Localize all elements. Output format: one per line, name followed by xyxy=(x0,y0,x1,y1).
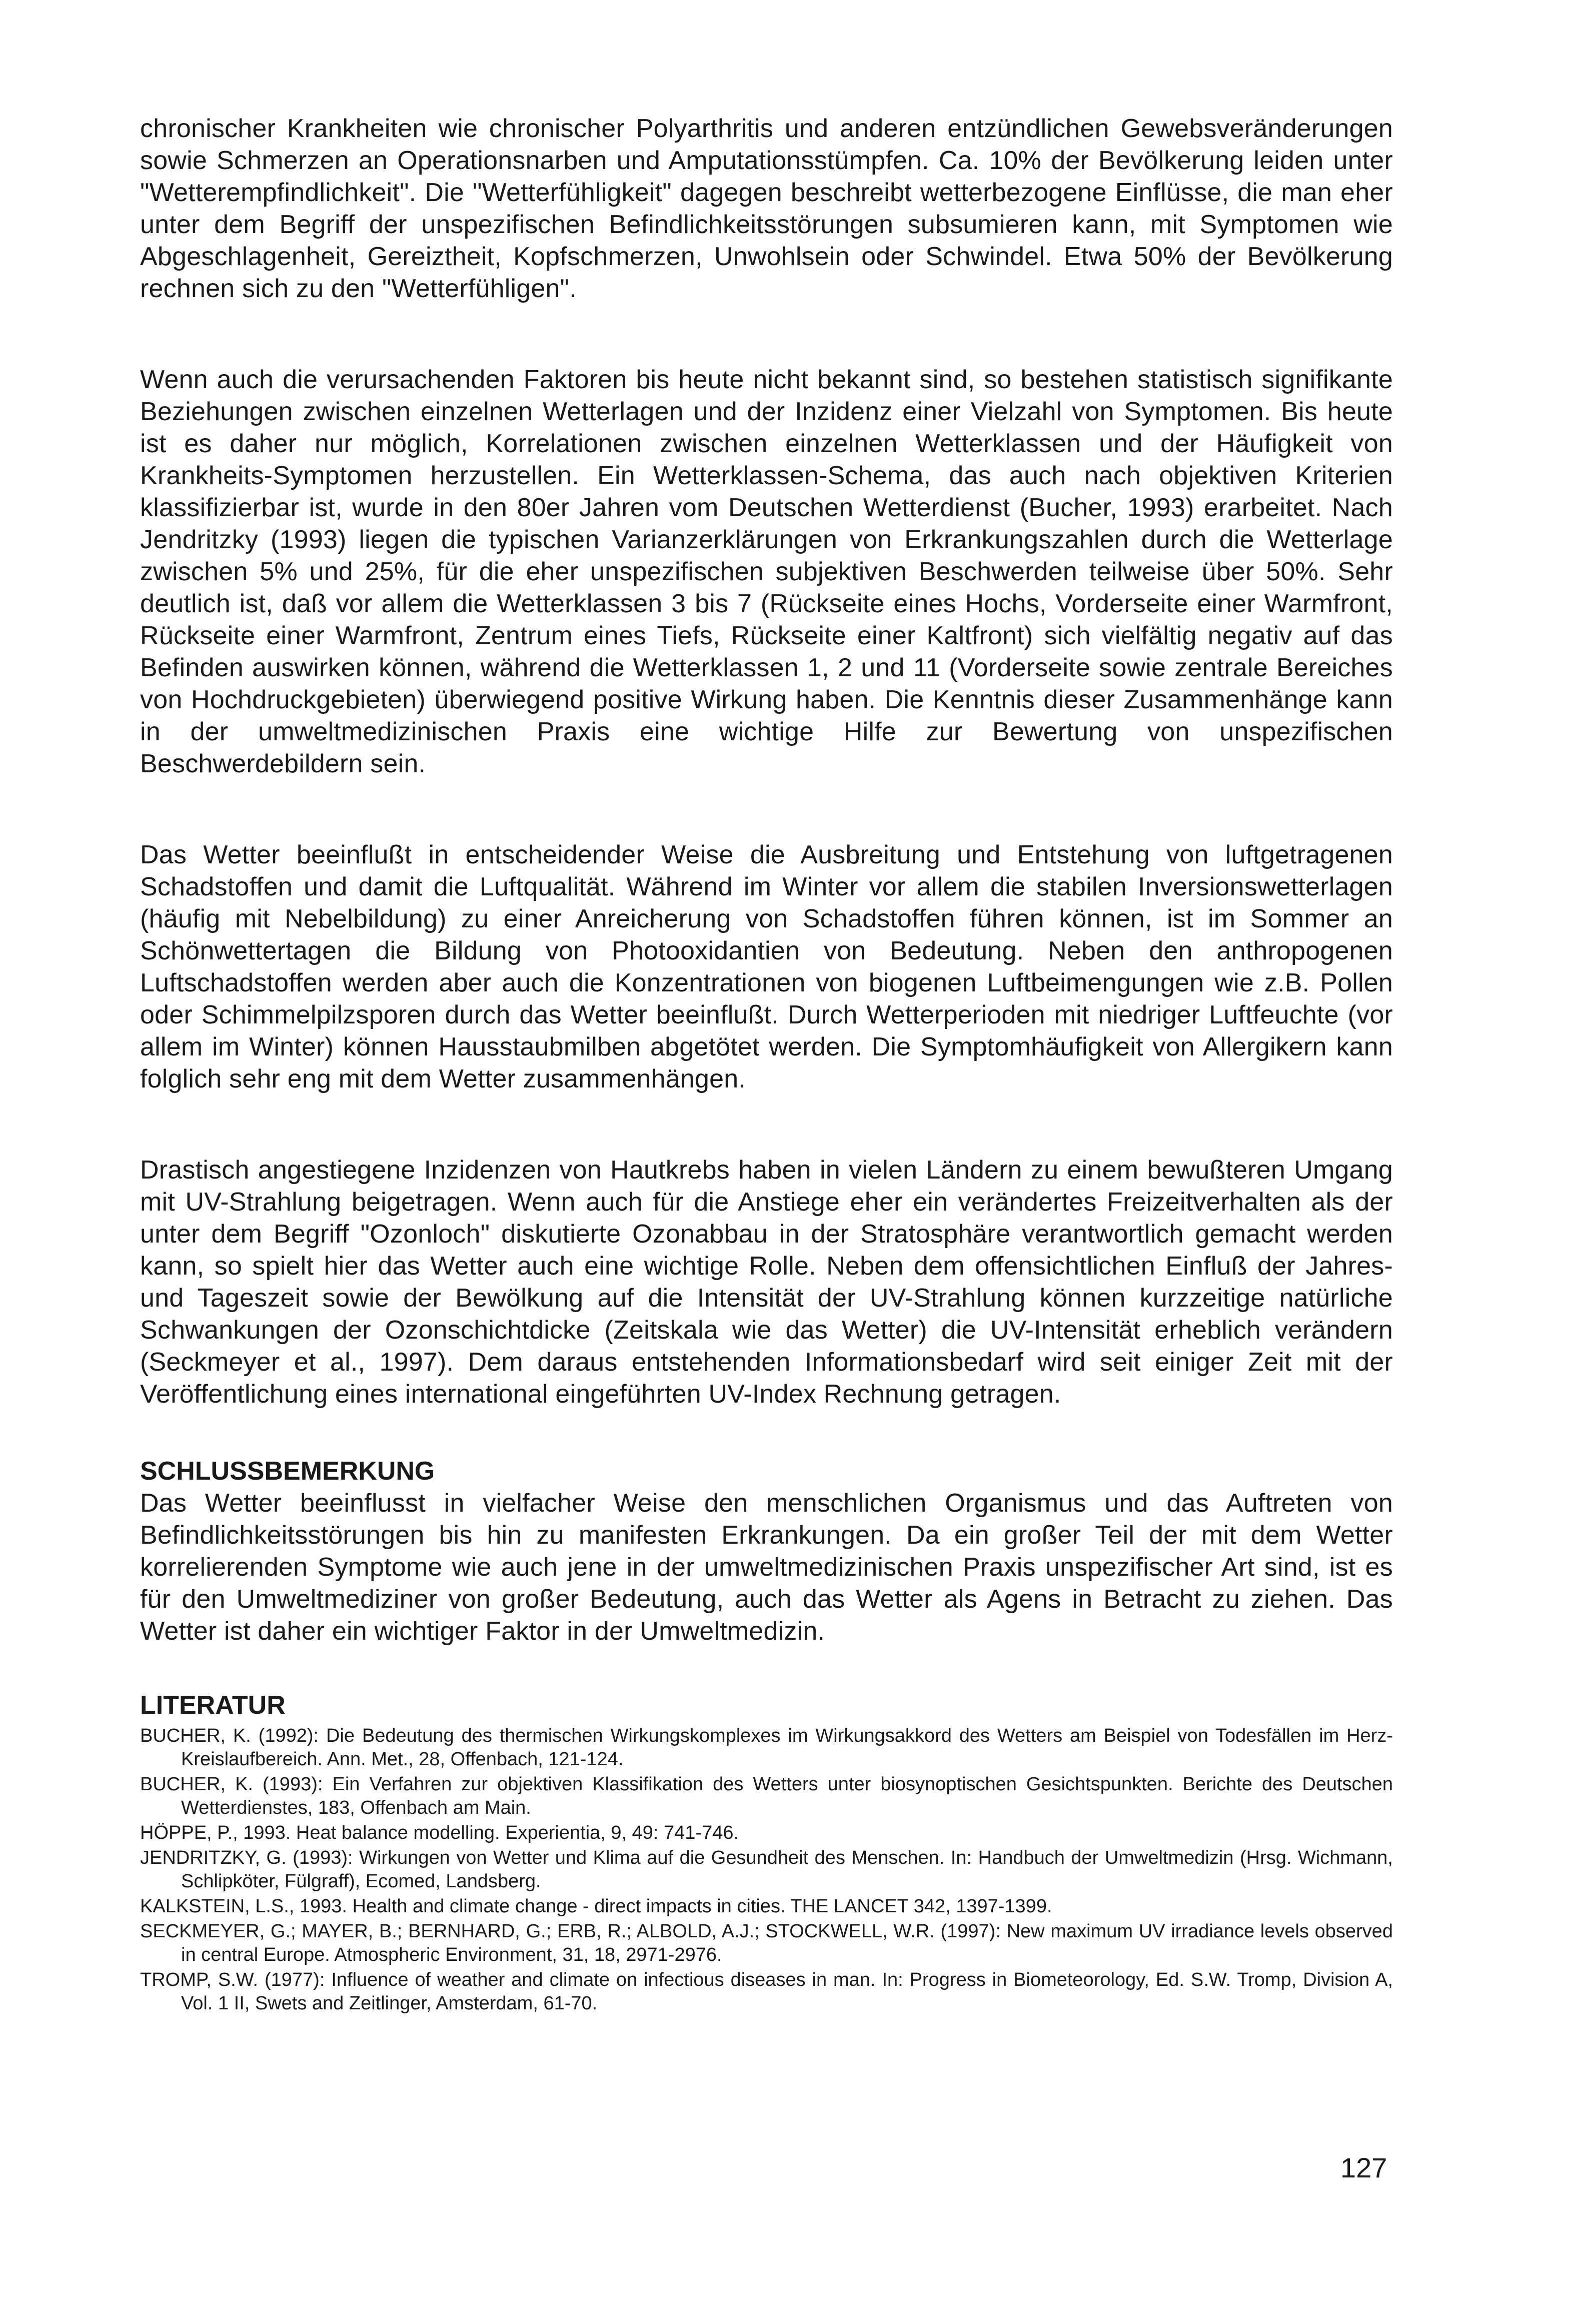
reference-item: TROMP, S.W. (1977): Influence of weather and climate on infectious diseases in man. In: Progress in Biometeorology, Ed. S.W. Tromp, Division A, Vol. 1 II, Swets and Zeitlinger, Amsterdam, 61-70. xyxy=(140,1969,1393,2014)
reference-item: SECKMEYER, G.; MAYER, B.; BERNHARD, G.; ERB, R.; ALBOLD, A.J.; STOCKWELL, W.R. (1997): New maximum UV irradiance levels observed in central Europe. Atmospheric Environment, 31, 18, 2971-2976. xyxy=(140,1921,1393,1965)
reference-list xyxy=(140,1724,1393,2015)
reference-item: BUCHER, K. (1992): Die Bedeutung des thermischen Wirkungskomplexes im Wirkungsakkord des Wetters am Beispiel von Todesfällen im Herz-Kreislaufbereich. Ann. Met., 28, Offenbach, 121-124. xyxy=(140,1725,1393,1770)
page-content xyxy=(140,113,1393,2017)
body-paragraph: Drastisch angestiegene Inzidenzen von Hautkrebs haben in vielen Ländern zu einem bewußteren Umgang mit UV-Strahlung beigetragen. Wenn auch für die Anstiege eher ein verändertes Freizeitverhalten als der unter dem Begriff "Ozonloch" diskutierte Ozonabbau in der Stratosphäre verantwortlich gemacht werden kann, so spielt hier das Wetter auch eine wichtige Rolle. Neben dem offensichtlichen Einfluß der Jahres- und Tageszeit sowie der Bewölkung auf die Intensität der UV-Strahlung können kurzzeitige natürliche Schwankungen der Ozonschichtdicke (Zeitskala wie das Wetter) die UV-Intensität erheblich verändern (Seckmeyer et al., 1997). Dem daraus entstehenden Informationsbedarf wird seit einiger Zeit mit der Veröffentlichung eines international eingeführten UV-Index Rechnung getragen. xyxy=(140,1156,1393,1409)
literature-section xyxy=(140,1689,1393,2015)
reference-item: KALKSTEIN, L.S., 1993. Health and climate change - direct impacts in cities. THE LANCET 342, 1397-1399. xyxy=(140,1896,1052,1917)
reference-item: HÖPPE, P., 1993. Heat balance modelling. Experientia, 9, 49: 741-746. xyxy=(140,1822,739,1843)
body-paragraph: Wenn auch die verursachenden Faktoren bis heute nicht bekannt sind, so bestehen statistisch signifikante Beziehungen zwischen einzelnen Wetterlagen und der Inzidenz einer Vielzahl von Symptomen. Bis heute ist es daher nur möglich, Korrelationen zwischen einzelnen Wetterklassen und der Häufigkeit von Krankheits-Symptomen herzustellen. Ein Wetterklassen-Schema, das auch nach objektiven Kriterien klassifizierbar ist, wurde in den 80er Jahren vom Deutschen Wetterdienst (Bucher, 1993) erarbeitet. Nach Jendritzky (1993) liegen die typischen Varianzerklärungen von Erkrankungszahlen durch die Wetterlage zwischen 5% und 25%, für die eher unspezifischen subjektiven Beschwerden teilweise über 50%. Sehr deutlich ist, daß vor allem die Wetterklassen 3 bis 7 (Rückseite eines Hochs, Vorderseite einer Warmfront, Rückseite einer Warmfront, Zentrum eines Tiefs, Rückseite einer Kaltfront) sich vielfältig negativ auf das Befinden auswirken können, während die Wetterklassen 1, 2 und 11 (Vorderseite sowie zentrale Bereiches von Hochdruckgebieten) überwiegend positive Wirkung haben. Die Kenntnis dieser Zusammenhänge kann in der umweltmedizinischen Praxis eine wichtige Hilfe zur Bewertung von unspezifischen Beschwerdebildern sein. xyxy=(140,365,1393,778)
page-number: 127 xyxy=(1340,2152,1387,2183)
reference-item: JENDRITZKY, G. (1993): Wirkungen von Wetter und Klima auf die Gesundheit des Menschen. In: Handbuch der Umweltmedizin (Hrsg. Wichmann, Schlipköter, Fülgraff), Ecomed, Landsberg. xyxy=(140,1847,1393,1892)
body-paragraph: chronischer Krankheiten wie chronischer Polyarthritis und anderen entzündlichen Gewebsveränderungen sowie Schmerzen an Operationsnarben und Amputationsstümpfen. Ca. 10% der Bevölkerung leiden unter "Wetterempfindlichkeit". Die "Wetterfühligkeit" dagegen beschreibt wetterbezogene Einflüsse, die man eher unter dem Begriff der unspezifischen Befindlichkeitsstörungen subsumieren kann, mit Symptomen wie Abgeschlagenheit, Gereiztheit, Kopfschmerzen, Unwohlsein oder Schwindel. Etwa 50% der Bevölkerung rechnen sich zu den "Wetterfühligen". xyxy=(140,114,1393,303)
conclusion-section xyxy=(140,1455,1393,1647)
body-paragraph: Das Wetter beeinflußt in entscheidender Weise die Ausbreitung und Entstehung von luftgetragenen Schadstoffen und damit die Luftqualität. Während im Winter vor allem die stabilen Inversionswetterlagen (häufig mit Nebelbildung) zu einer Anreicherung von Schadstoffen führen können, ist im Sommer an Schönwettertagen die Bildung von Photooxidantien von Bedeutung. Neben den anthropogenen Luftschadstoffen werden aber auch die Konzentrationen von biogenen Luftbeimengungen wie z.B. Pollen oder Schimmelpilzsporen durch das Wetter beeinflußt. Durch Wetterperioden mit niedriger Luftfeuchte (vor allem im Winter) können Hausstaubmilben abgetötet werden. Die Symptomhäufigkeit von Allergikern kann folglich sehr eng mit dem Wetter zusammenhängen. xyxy=(140,840,1393,1093)
section-heading: SCHLUSSBEMERKUNG xyxy=(140,1457,435,1486)
reference-item: BUCHER, K. (1993): Ein Verfahren zur objektiven Klassifikation des Wetters unter biosynoptischen Gesichtspunkten. Berichte des Deutschen Wetterdienstes, 183, Offenbach am Main. xyxy=(140,1774,1393,1818)
section-heading: LITERATUR xyxy=(140,1691,286,1720)
conclusion-paragraph: Das Wetter beeinflusst in vielfacher Weise den menschlichen Organismus und das Auftreten von Befindlichkeitsstörungen bis hin zu manifesten Erkrankungen. Da ein großer Teil der mit dem Wetter korrelierenden Symptome wie auch jene in der umweltmedizinischen Praxis unspezifischer Art sind, ist es für den Umweltmediziner von großer Bedeutung, auch das Wetter als Agens in Betracht zu ziehen. Das Wetter ist daher ein wichtiger Faktor in der Umweltmedizin. xyxy=(140,1489,1393,1646)
